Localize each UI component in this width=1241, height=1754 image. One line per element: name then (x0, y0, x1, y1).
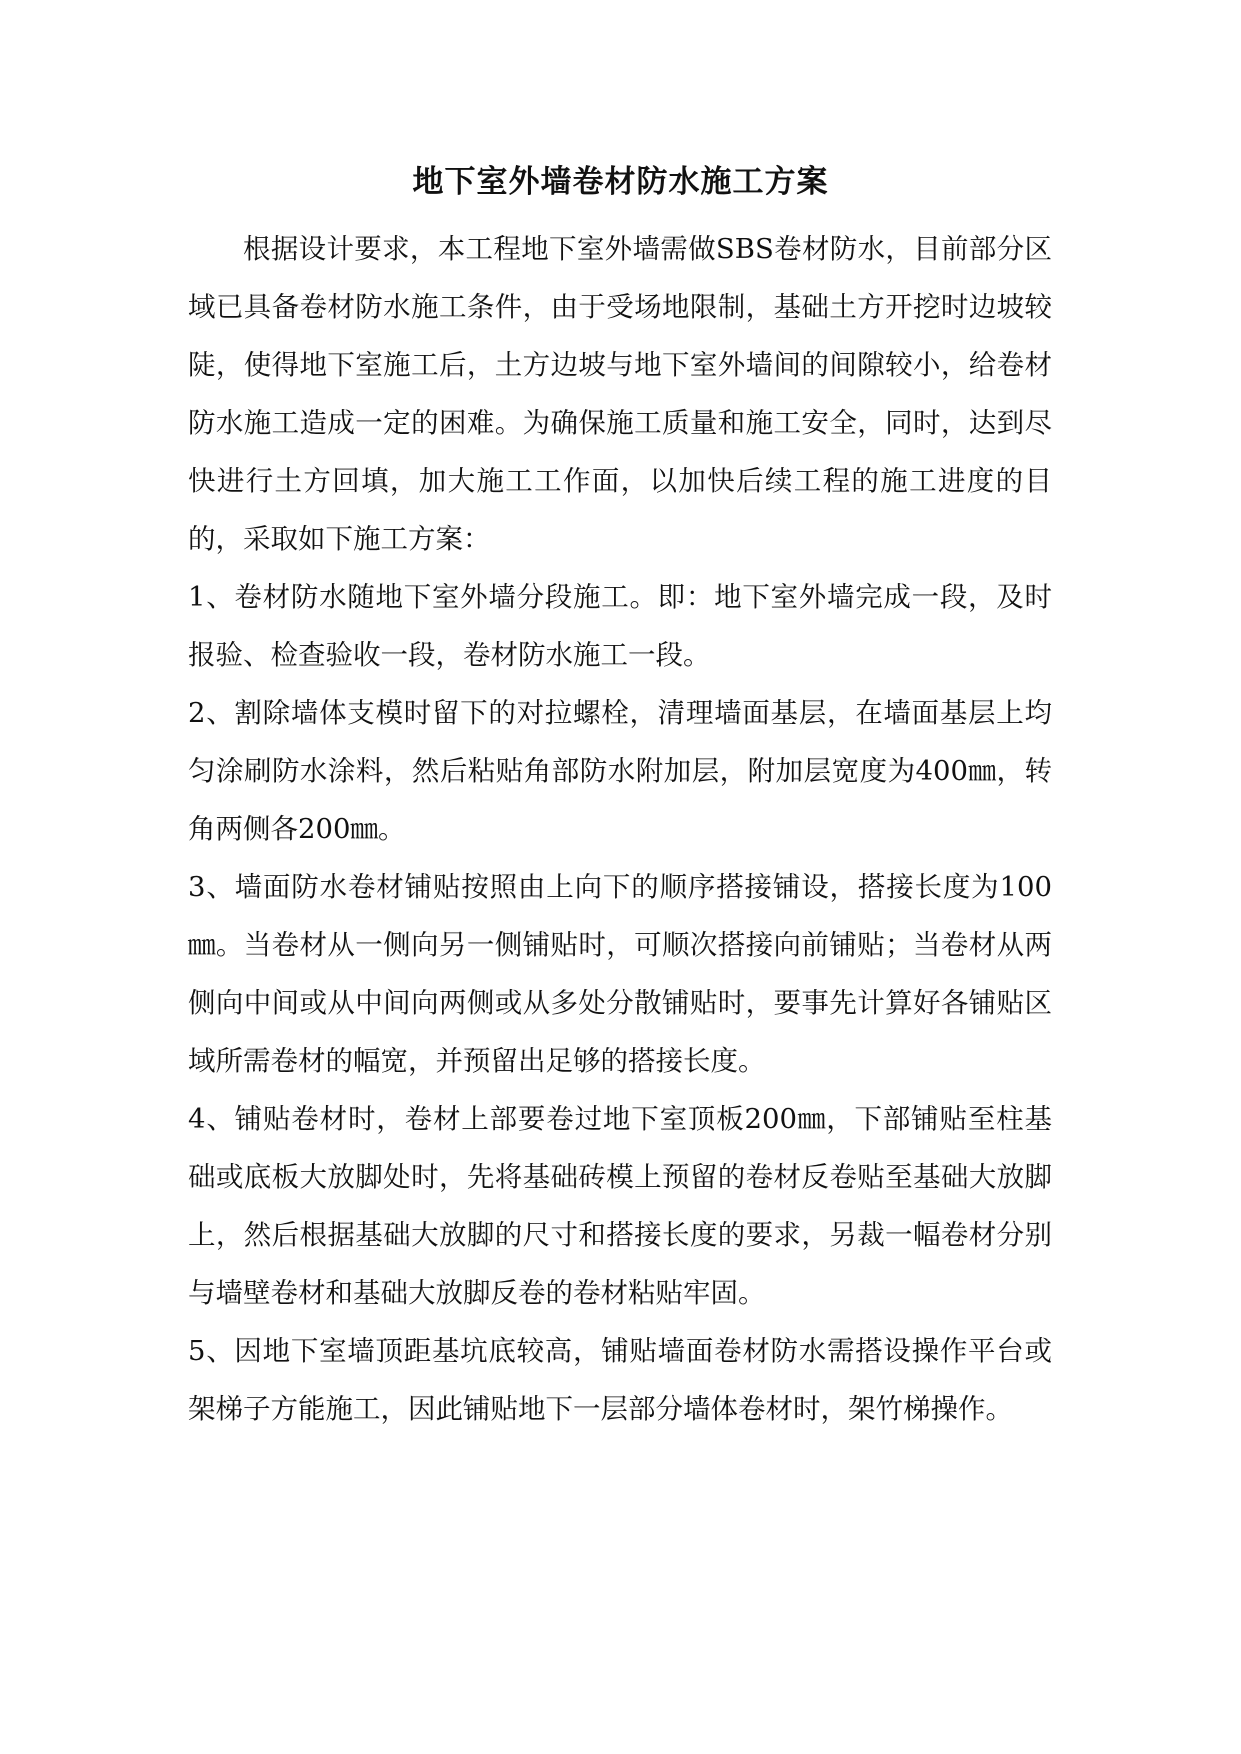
document-body (188, 220, 1052, 1438)
document-title: 地下室外墙卷材防水施工方案 (412, 164, 829, 200)
step-1-paragraph: 1、卷材防水随地下室外墙分段施工。即：地下室外墙完成一段，及时报验、检查验收一段，卷材防水施工一段。 (188, 581, 1052, 671)
step-4-paragraph: 4、铺贴卷材时，卷材上部要卷过地下室顶板200㎜，下部铺贴至柱基础或底板大放脚处时，先将基础砖模上预留的卷材反卷贴至基础大放脚上，然后根据基础大放脚的尺寸和搭接长度的要求，另裁一幅卷材分别与墙壁卷材和基础大放脚反卷的卷材粘贴牢固。 (188, 1103, 1052, 1309)
step-3-paragraph: 3、墙面防水卷材铺贴按照由上向下的顺序搭接铺设，搭接长度为100㎜。当卷材从一侧向另一侧铺贴时，可顺次搭接向前铺贴；当卷材从两侧向中间或从中间向两侧或从多处分散铺贴时，要事先计算好各铺贴区域所需卷材的幅宽，并预留出足够的搭接长度。 (188, 871, 1052, 1077)
step-5-paragraph: 5、因地下室墙顶距基坑底较高，铺贴墙面卷材防水需搭设操作平台或架梯子方能施工，因此铺贴地下一层部分墙体卷材时，架竹梯操作。 (188, 1335, 1052, 1425)
step-2-paragraph: 2、割除墙体支模时留下的对拉螺栓，清理墙面基层，在墙面基层上均匀涂刷防水涂料，然后粘贴角部防水附加层，附加层宽度为400㎜，转角两侧各200㎜。 (188, 697, 1052, 845)
intro-paragraph: 根据设计要求，本工程地下室外墙需做SBS卷材防水，目前部分区域已具备卷材防水施工条件，由于受场地限制，基础土方开挖时边坡较陡，使得地下室施工后，土方边坡与地下室外墙间的间隙较小，给卷材防水施工造成一定的困难。为确保施工质量和施工安全，同时，达到尽快进行土方回填，加大施工工作面，以加快后续工程的施工进度的目的，采取如下施工方案： (188, 233, 1052, 555)
